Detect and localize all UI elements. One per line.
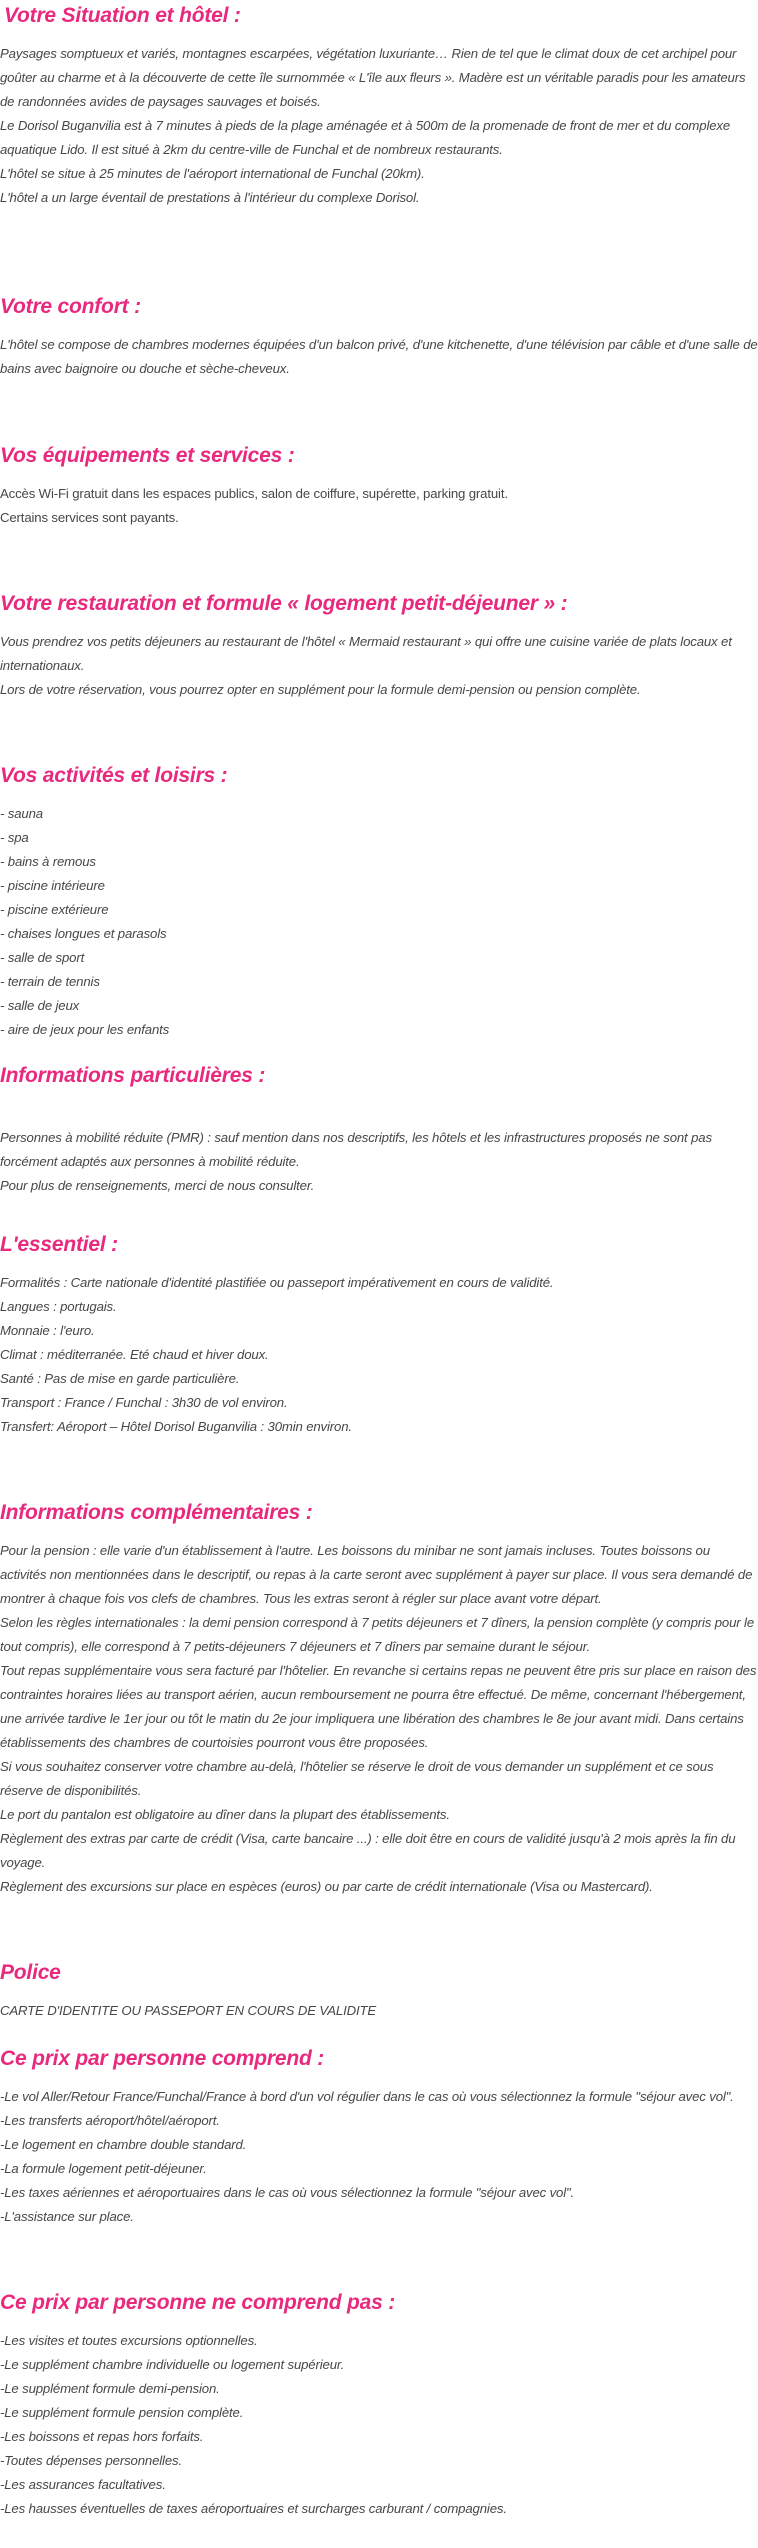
paragraph-line: - terrain de tennis (0, 974, 100, 989)
paragraph-line: - spa (0, 830, 29, 845)
section-essentiel (0, 1231, 758, 1439)
paragraph-line: Accès Wi-Fi gratuit dans les espaces publics, salon de coiffure, supérette, parking gratuit. (0, 486, 508, 501)
section-body-equipements (0, 482, 758, 530)
paragraph-line: Selon les règles internationales : la demi pension correspond à 7 petits déjeuners et 7 dîners, la pension complète (y compris pour le tout compris), elle correspond à 7 petits-déjeuners 7 déjeuners et 7 dîners par semaine durant le séjour. (0, 1615, 755, 1654)
paragraph-line: -Les boissons et repas hors forfaits. (0, 2429, 204, 2444)
section-title-restauration: Votre restauration et formule « logement petit-déjeuner » : (0, 592, 568, 615)
paragraph-line: - chaises longues et parasols (0, 926, 167, 941)
section-infos-particulieres (0, 1062, 758, 1198)
section-title-infos-complementaires: Informations complémentaires : (0, 1501, 313, 1524)
paragraph-line: Climat : méditerranée. Eté chaud et hiver doux. (0, 1347, 269, 1362)
section-title-activites: Vos activités et loisirs : (0, 764, 228, 787)
section-prix-ne-comprend-pas (0, 2289, 758, 2521)
section-infos-complementaires (0, 1499, 758, 1899)
paragraph-line: -Le supplément formule demi-pension. (0, 2381, 220, 2396)
section-body-infos-particulieres (0, 1126, 758, 1198)
paragraph-line: -Les visites et toutes excursions optionnelles. (0, 2333, 258, 2348)
section-body-activites (0, 802, 758, 1042)
section-restauration (0, 590, 758, 702)
paragraph-line: -Toutes dépenses personnelles. (0, 2453, 182, 2468)
paragraph-line: Pour plus de renseignements, merci de nous consulter. (0, 1178, 315, 1193)
paragraph-line: - bains à remous (0, 854, 96, 869)
paragraph-line: Règlement des excursions sur place en espèces (euros) ou par carte de crédit internationale (Visa ou Mastercard). (0, 1879, 653, 1894)
paragraph-line: - salle de sport (0, 950, 85, 965)
paragraph-line: Formalités : Carte nationale d'identité plastifiée ou passeport impérativement en cours de validité. (0, 1275, 554, 1290)
paragraph-line: Monnaie : l'euro. (0, 1323, 95, 1338)
section-activites (0, 762, 758, 1042)
section-confort (0, 293, 758, 381)
paragraph-line: -Le supplément formule pension complète. (0, 2405, 244, 2420)
paragraph-line: L'hôtel a un large éventail de prestations à l'intérieur du complexe Dorisol. (0, 190, 420, 205)
paragraph-line: Pour la pension : elle varie d'un établissement à l'autre. Les boissons du minibar ne sont jamais incluses. Toutes boissons ou activités non mentionnées dans le descriptif, ou repas à la carte seront avec supplément à payer sur place. Il vous sera demandé de montrer à chaque fois vos clefs de chambres. Tous les extras seront à régler sur place avant votre départ. (0, 1543, 753, 1606)
paragraph-line: Tout repas supplémentaire vous sera facturé par l'hôtelier. En revanche si certains repas ne peuvent être pris sur place en raison des contraintes horaires liées au transport aérien, aucun remboursement ne pourra être effectué. De même, concernant l'hébergement, une arrivée tardive le 1er jour ou tôt le matin du 2e jour impliquera une libération des chambres le 8e jour avant midi. Dans certains établissements des chambres de courtoisies pourront vous être proposées. (0, 1663, 757, 1750)
paragraph-line: L'hôtel se compose de chambres modernes équipées d'un balcon privé, d'une kitchenette, d'une télévision par câble et d'une salle de bains avec baignoire ou douche et sèche-cheveux. (0, 337, 758, 376)
paragraph-line: Vous prendrez vos petits déjeuners au restaurant de l'hôtel « Mermaid restaurant » qui offre une cuisine variée de plats locaux et internationaux. (0, 634, 732, 673)
paragraph-line: Le Dorisol Buganvilia est à 7 minutes à pieds de la plage aménagée et à 500m de la promenade de front de mer et du complexe aquatique Lido. Il est situé à 2km du centre-ville de Funchal et de nombreux restaurants. (0, 118, 731, 157)
paragraph-line: -La formule logement petit-déjeuner. (0, 2161, 207, 2176)
paragraph-line: Lors de votre réservation, vous pourrez opter en supplément pour la formule demi-pension ou pension complète. (0, 682, 641, 697)
paragraph-line: -Les assurances facultatives. (0, 2477, 166, 2492)
section-body-confort (0, 333, 758, 381)
paragraph-line: - salle de jeux (0, 998, 80, 1013)
paragraph-line: - sauna (0, 806, 43, 821)
section-title-situation: Votre Situation et hôtel : (4, 4, 241, 27)
section-body-restauration (0, 630, 758, 702)
paragraph-line: -Les taxes aériennes et aéroportuaires dans le cas où vous sélectionnez la formule "séjour avec vol". (0, 2185, 575, 2200)
paragraph-line: -Le logement en chambre double standard. (0, 2137, 247, 2152)
paragraph-line: Langues : portugais. (0, 1299, 117, 1314)
paragraph-line: -L'assistance sur place. (0, 2209, 134, 2224)
section-title-confort: Votre confort : (0, 295, 141, 318)
paragraph-line: Si vous souhaitez conserver votre chambre au-delà, l'hôtelier se réserve le droit de vous demander un supplément et ce sous réserve de disponibilités. (0, 1759, 714, 1798)
paragraph-line: -Le vol Aller/Retour France/Funchal/France à bord d'un vol régulier dans le cas où vous sélectionnez la formule "séjour avec vol". (0, 2089, 734, 2104)
section-body-police (0, 1999, 758, 2023)
section-body-essentiel (0, 1271, 758, 1439)
section-title-essentiel: L'essentiel : (0, 1233, 118, 1256)
section-body-prix-comprend (0, 2085, 758, 2229)
section-equipements (0, 442, 758, 530)
paragraph-line: Certains services sont payants. (0, 510, 179, 525)
paragraph-line: Santé : Pas de mise en garde particulière. (0, 1371, 240, 1386)
section-body-prix-ne-comprend-pas (0, 2329, 758, 2521)
section-police (0, 1959, 758, 2023)
section-title-infos-particulieres: Informations particulières : (0, 1064, 266, 1087)
paragraph-line: Paysages somptueux et variés, montagnes escarpées, végétation luxuriante… Rien de tel que le climat doux de cet archipel pour goûter au charme et à la découverte de cette île surnommée « L'île aux fleurs ». Madère est un véritable paradis pour les amateurs de randonnées avides de paysages sauvages et boisés. (0, 46, 746, 109)
section-title-police: Police (0, 1961, 61, 1984)
paragraph-line: -Les hausses éventuelles de taxes aéroportuaires et surcharges carburant / compagnies. (0, 2501, 507, 2516)
paragraph-line: Transport : France / Funchal : 3h30 de vol environ. (0, 1395, 288, 1410)
paragraph-line: - aire de jeux pour les enfants (0, 1022, 170, 1037)
paragraph-line: L'hôtel se situe à 25 minutes de l'aéroport international de Funchal (20km). (0, 166, 425, 181)
section-title-prix-comprend: Ce prix par personne comprend : (0, 2047, 325, 2070)
paragraph-line: -Les transferts aéroport/hôtel/aéroport. (0, 2113, 220, 2128)
section-prix-comprend (0, 2045, 758, 2229)
section-body-situation (0, 42, 758, 210)
paragraph-line: -Le supplément chambre individuelle ou logement supérieur. (0, 2357, 345, 2372)
paragraph-line: - piscine intérieure (0, 878, 105, 893)
paragraph-line: Règlement des extras par carte de crédit (Visa, carte bancaire ...) : elle doit être en cours de validité jusqu'à 2 mois après la fin du voyage. (0, 1831, 736, 1870)
paragraph-line: Personnes à mobilité réduite (PMR) : sauf mention dans nos descriptifs, les hôtels et les infrastructures proposés ne sont pas forcément adaptés aux personnes à mobilité réduite. (0, 1130, 712, 1169)
section-situation (0, 0, 758, 210)
section-title-equipements: Vos équipements et services : (0, 444, 295, 467)
section-title-prix-ne-comprend-pas: Ce prix par personne ne comprend pas : (0, 2291, 395, 2314)
section-body-infos-complementaires (0, 1539, 758, 1899)
paragraph-line: Le port du pantalon est obligatoire au dîner dans la plupart des établissements. (0, 1807, 450, 1822)
paragraph-line: Transfert: Aéroport – Hôtel Dorisol Buganvilia : 30min environ. (0, 1419, 352, 1434)
paragraph-line: CARTE D'IDENTITE OU PASSEPORT EN COURS DE VALIDITE (0, 2003, 377, 2018)
paragraph-line: - piscine extérieure (0, 902, 109, 917)
